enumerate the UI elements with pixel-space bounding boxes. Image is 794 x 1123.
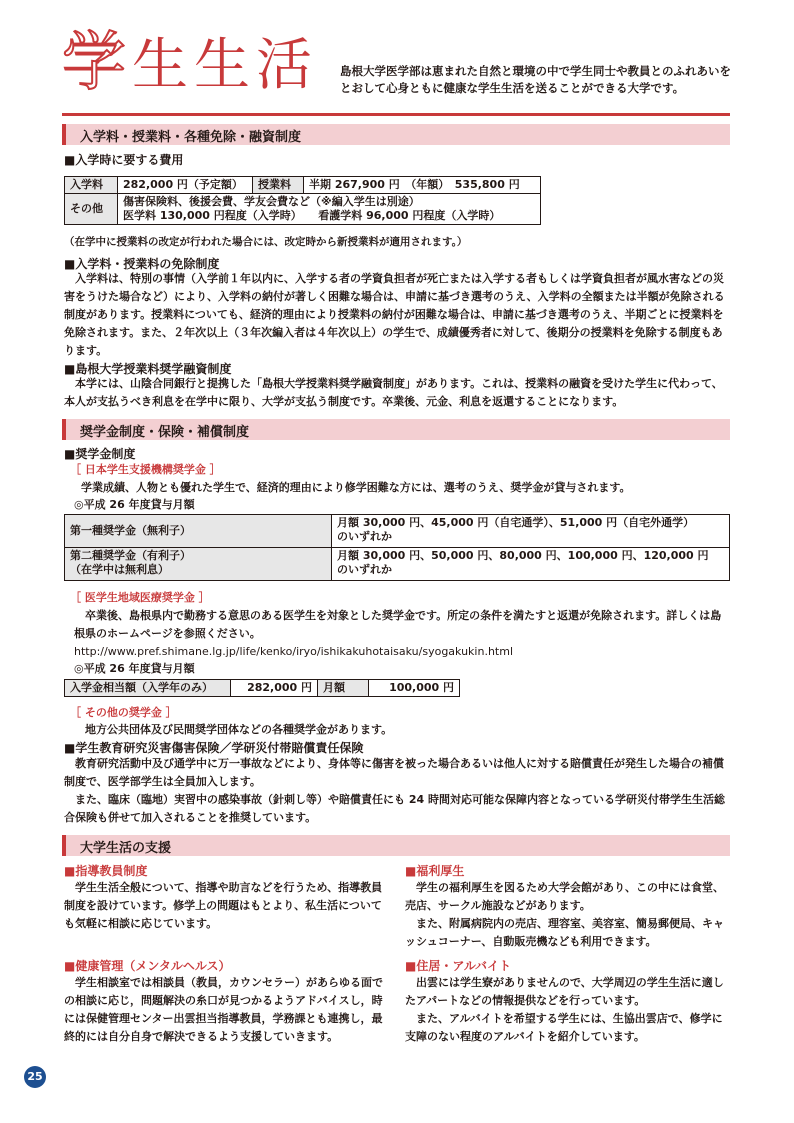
- insurance-text-1: 教育研究活動中及び通学中に万一事故などにより、身体等に傷害を被った場合あるいは他人に対する賠償責任が発生した場合の補償制度で、医学部学生は全員加入します。: [64, 757, 724, 788]
- insurance-text-2: また、臨床（臨地）実習中の感染事故（針刺し等）や賠償責任にも 24 時間対応可能な保障内容となっている学研災付帯学生生活総合保険も併せて加入されることを推奨しています。: [64, 793, 725, 824]
- loan-text: 本学には、山陰合同銀行と提携した「島根大学授業料奨学融資制度」があります。これは、授業料の融資を受けた学生に代わって、本人が支払うべき利息を在学中に限り、大学が支払う制度です。卒業後、元金、利息を返還することになります。: [64, 377, 723, 408]
- local-table: [64, 679, 460, 697]
- local-cell: 月額: [318, 680, 369, 697]
- advisor-heading: ■指導教員制度: [64, 864, 148, 878]
- welfare-text-2: また、附属病院内の売店、理容室、美容室、簡易郵便局、キャッシュコーナー、自動販売機なども利用できます。: [405, 917, 724, 948]
- fees-cell: その他: [65, 194, 118, 225]
- other-label: ［ その他の奨学金 ］: [70, 706, 177, 719]
- jasso-year: ◎平成 26 年度貸与月額: [74, 498, 195, 511]
- jasso-line: 第二種奨学金（有利子）: [70, 549, 191, 562]
- fees-cell: 半期 267,900 円 （年額） 535,800 円: [304, 177, 541, 194]
- section-title: 奨学金制度・保険・補償制度: [80, 425, 250, 440]
- other-text: 地方公共団体及び民間奨学団体などの各種奨学金があります。: [74, 723, 393, 736]
- page-number: 25: [24, 1066, 46, 1088]
- exemption-text: 入学料は、特別の事情（入学前１年以内に、入学する者の学資負担者が死亡または入学する者もしくは学資負担者が風水害などの災害をうけた場合など）により、入学料の納付が著しく困難な場合は、申請に基づき選考のうえ、入学料の全額または半額が免除される制度があります。授業料についても、経済的理由により授業料の納付が困難な場合は、申請に基づき選考のうえ、半期ごとに授業料を免除されます。また、２年次以上（３年次編入者は４年次以上）の学生で、成績優秀者に対して、後期分の授業料を免除する制度もあります。: [64, 272, 725, 357]
- fees-cell: 入学料: [65, 177, 118, 194]
- lead-text: 島根大学医学部は恵まれた自然と環境の中で学生同士や教員とのふれあいをとおして心身ともに健康な学生生活を送ることができる大学です。: [340, 64, 731, 95]
- jasso-cell: [65, 548, 332, 581]
- section-header-support: [62, 835, 730, 856]
- jasso-line: 月額 30,000 円、45,000 円（自宅通学）、51,000 円（自宅外通学）: [337, 516, 695, 529]
- section-title: 入学料・授業料・各種免除・融資制度: [80, 130, 302, 145]
- fees-note: （在学中に授業料の改定が行われた場合には、改定時から新授業料が適用されます。）: [64, 236, 468, 248]
- fees-heading: ■入学時に要する費用: [64, 153, 184, 167]
- fees-cell: 授業料: [253, 177, 304, 194]
- jasso-cell: 第一種奨学金（無利子）: [65, 515, 332, 548]
- health-heading: ■健康管理（メンタルヘルス）: [64, 959, 231, 973]
- jasso-label: ［ 日本学生支援機構奨学金 ］: [70, 463, 221, 476]
- local-text: 卒業後、島根県内で勤務する意思のある医学生を対象とした奨学金です。所定の条件を満たすと返還が免除されます。詳しくは島根県のホームページを参照ください。: [74, 609, 722, 640]
- fees-cell: 282,000 円（予定額）: [118, 177, 253, 194]
- local-cell: 282,000 円: [231, 680, 318, 697]
- welfare-heading: ■福利厚生: [405, 864, 465, 878]
- local-cell: 100,000 円: [369, 680, 460, 697]
- local-year: ◎平成 26 年度貸与月額: [74, 662, 195, 675]
- fees-other-line: 医学料 130,000 円程度（入学時） 看護学料 96,000 円程度（入学時）: [123, 209, 501, 222]
- jasso-line: 月額 30,000 円、50,000 円、80,000 円、100,000 円、120,000 円: [337, 549, 709, 562]
- welfare-text-1: 学生の福利厚生を図るため大学会館があり、この中には食堂、売店、サークル施設などがあります。: [405, 881, 724, 912]
- scholarship-heading: ■奨学金制度: [64, 447, 136, 461]
- housing-text-2: また、アルバイトを希望する学生には、生協出雲店で、修学に支障のない程度のアルバイトを紹介しています。: [405, 1012, 723, 1043]
- jasso-table: [64, 514, 730, 581]
- jasso-line: のいずれか: [337, 563, 392, 576]
- title-first-char: 学: [62, 26, 132, 100]
- page-title: [62, 28, 318, 101]
- local-cell: 入学金相当額（入学年のみ）: [65, 680, 231, 697]
- header-rule: [62, 113, 730, 116]
- section-header-fees: [62, 124, 730, 145]
- jasso-text: 学業成績、人物とも優れた学生で、経済的理由により修学困難な方には、選考のうえ、奨学金が貸与されます。: [70, 481, 631, 494]
- advisor-text: 学生生活全般について、指導や助言などを行うため、指導教員制度を設けています。修学上の問題はもとより、私生活についても気軽に相談に応じています。: [64, 881, 383, 930]
- housing-heading: ■住居・アルバイト: [405, 959, 512, 973]
- title-rest: 生生活: [132, 33, 318, 98]
- jasso-cell: [332, 515, 730, 548]
- jasso-line: のいずれか: [337, 530, 392, 543]
- health-text: 学生相談室では相談員（教員，カウンセラー）があらゆる面での相談に応じ，問題解決の糸口が見つかるようアドバイスし，時には保健管理センター出雲担当指導教員，学務課とも連携し，最終的には自分自身で解決できるよう支援していきます。: [64, 976, 383, 1043]
- housing-text-1: 出雲には学生寮がありませんので、大学周辺の学生生活に適したアパートなどの情報提供などを行っています。: [405, 976, 724, 1007]
- fees-other-line: 傷害保険料、後援会費、学友会費など（※編入学生は別途）: [123, 195, 420, 208]
- section-header-scholarship: [62, 419, 730, 440]
- jasso-line: （在学中は無利息）: [70, 563, 169, 576]
- local-url[interactable]: http://www.pref.shimane.lg.jp/life/kenko/iryo/ishikakuhotaisaku/syogakukin.html: [74, 645, 513, 658]
- section-title: 大学生活の支援: [80, 841, 172, 856]
- fees-table: [64, 176, 541, 225]
- fees-cell-other: [118, 194, 541, 225]
- exemption-heading: ■入学料・授業料の免除制度: [64, 257, 220, 271]
- insurance-heading: ■学生教育研究災害傷害保険／学研災付帯賠償責任保険: [64, 741, 364, 755]
- local-label: ［ 医学生地域医療奨学金 ］: [70, 591, 210, 604]
- jasso-cell: [332, 548, 730, 581]
- loan-heading: ■島根大学授業料奨学融資制度: [64, 362, 232, 376]
